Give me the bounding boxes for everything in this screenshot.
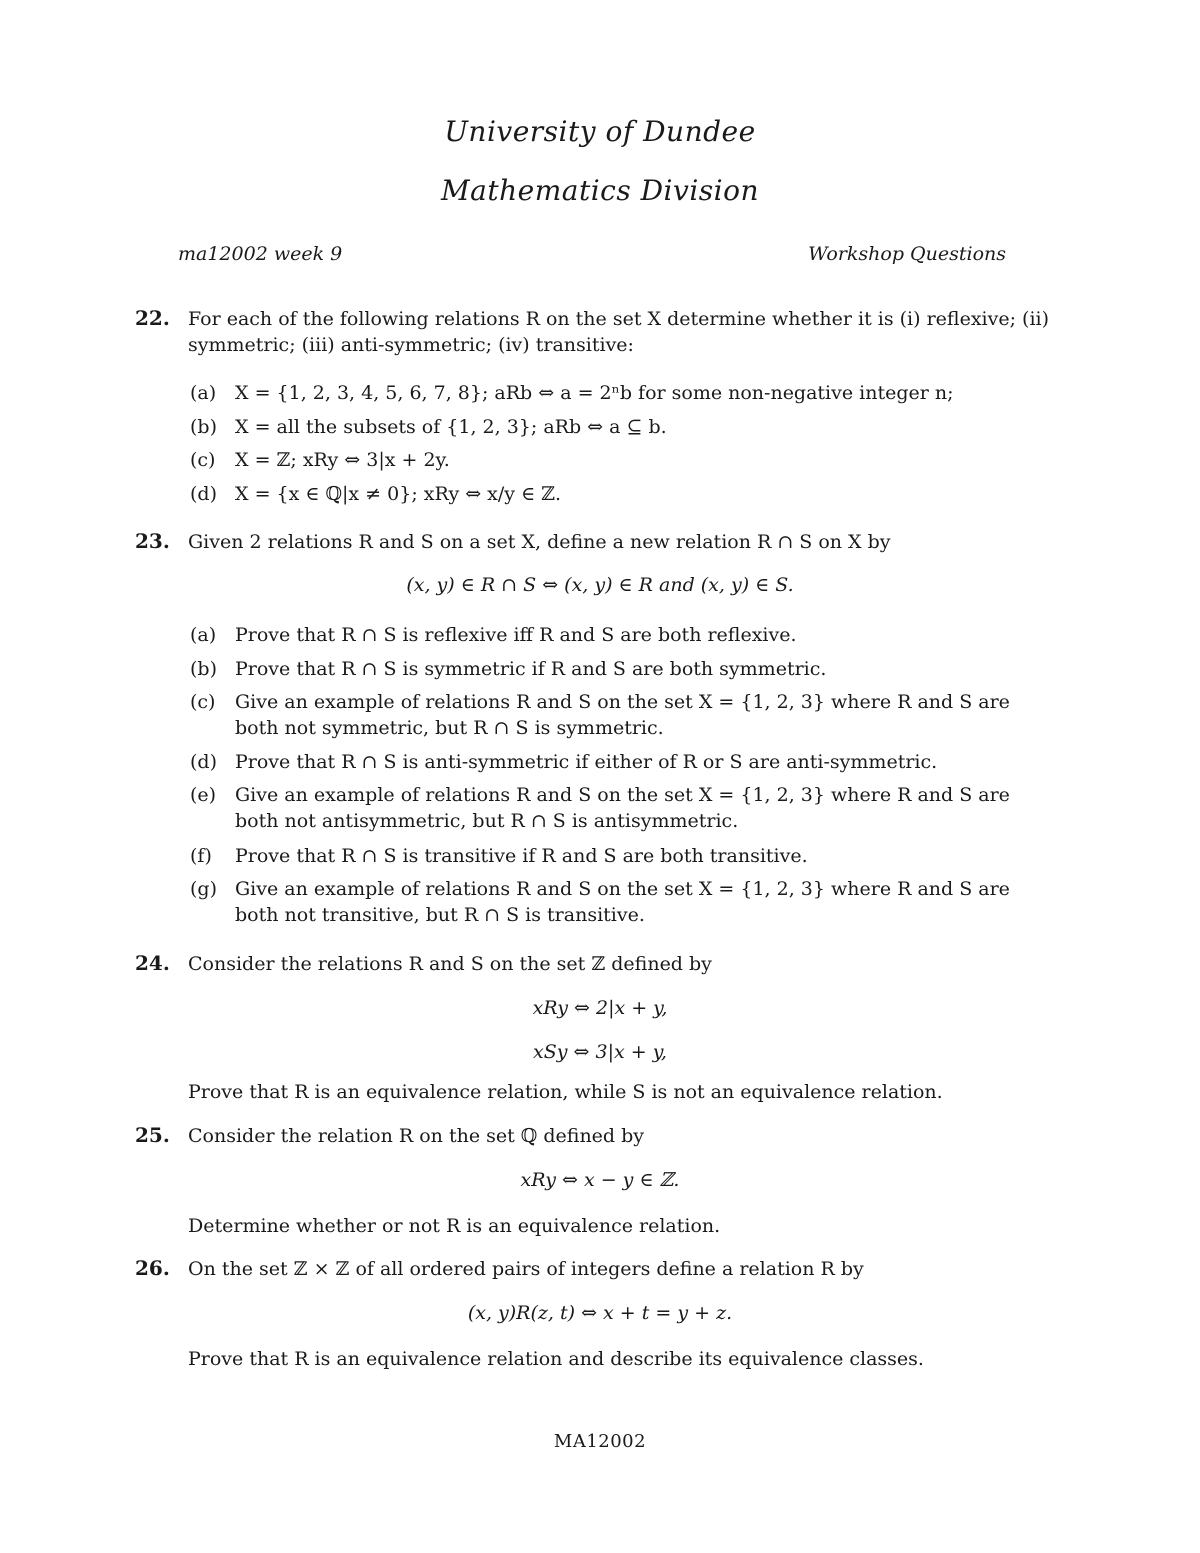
item-text: X = {1, 2, 3, 4, 5, 6, 7, 8}; aRb ⇔ a = 2ⁿb for some non-negative integer n;: [235, 382, 954, 404]
document-type-label: Workshop Questions: [808, 243, 1006, 265]
question-25-number: 25.: [135, 1123, 170, 1147]
item-label: (d): [190, 483, 217, 505]
question-25-display-equation: xRy ⇔ x − y ∈ ℤ.: [520, 1169, 680, 1191]
question-24-display-s: xSy ⇔ 3|x + y,: [533, 1041, 667, 1063]
division-title: Mathematics Division: [440, 174, 759, 207]
page-footer: MA12002: [553, 1431, 647, 1452]
item-text: Prove that R ∩ S is transitive if R and S are both transitive.: [235, 845, 808, 867]
question-25-conclusion: Determine whether or not R is an equivalence relation.: [188, 1215, 721, 1237]
item-text: Prove that R ∩ S is symmetric if R and S are both symmetric.: [235, 658, 827, 680]
item-label: (c): [190, 691, 216, 713]
course-week-label: ma12002 week 9: [178, 243, 343, 265]
question-26-display-equation: (x, y)R(z, t) ⇔ x + t = y + z.: [467, 1302, 733, 1324]
question-22-number: 22.: [135, 306, 170, 330]
question-23-number: 23.: [135, 529, 170, 553]
question-24-text: Consider the relations R and S on the set ℤ defined by: [188, 953, 712, 975]
question-23-display-equation: (x, y) ∈ R ∩ S ⇔ (x, y) ∈ R and (x, y) ∈ S.: [406, 574, 794, 596]
question-26-text: On the set ℤ × ℤ of all ordered pairs of integers define a relation R by: [188, 1258, 864, 1280]
item-text: Give an example of relations R and S on the set X = {1, 2, 3} where R and S are both not transitive, but R ∩ S is transitive.: [235, 878, 1010, 926]
question-24-display-r: xRy ⇔ 2|x + y,: [532, 997, 668, 1019]
item-label: (a): [190, 624, 217, 646]
question-25-text: Consider the relation R on the set ℚ defined by: [188, 1125, 645, 1147]
item-text: X = {x ∈ ℚ|x ≠ 0}; xRy ⇔ x/y ∈ ℤ.: [235, 483, 562, 505]
item-label: (e): [190, 784, 217, 806]
item-label: (b): [190, 658, 217, 680]
item-label: (c): [190, 449, 216, 471]
item-text: Prove that R ∩ S is reflexive iff R and S are both reflexive.: [235, 624, 797, 646]
item-label: (g): [190, 878, 217, 900]
item-text: Give an example of relations R and S on the set X = {1, 2, 3} where R and S are both not antisymmetric, but R ∩ S is antisymmetric.: [235, 784, 1010, 832]
item-text: X = all the subsets of {1, 2, 3}; aRb ⇔ a ⊆ b.: [235, 416, 667, 438]
item-label: (f): [190, 845, 212, 867]
item-text: X = ℤ; xRy ⇔ 3|x + 2y.: [235, 449, 450, 471]
item-label: (b): [190, 416, 217, 438]
question-26-number: 26.: [135, 1256, 170, 1280]
university-title: University of Dundee: [444, 115, 756, 148]
item-text: Prove that R ∩ S is anti-symmetric if either of R or S are anti-symmetric.: [235, 751, 938, 773]
item-label: (d): [190, 751, 217, 773]
question-24-conclusion: Prove that R is an equivalence relation, while S is not an equivalence relation.: [188, 1081, 943, 1103]
question-22-text: For each of the following relations R on the set X determine whether it is (i) reflexive; (ii) symmetric; (iii) anti-symmetric; (iv) transitive:: [188, 308, 1050, 356]
question-23-text: Given 2 relations R and S on a set X, define a new relation R ∩ S on X by: [188, 531, 891, 553]
item-label: (a): [190, 382, 217, 404]
question-26-conclusion: Prove that R is an equivalence relation and describe its equivalence classes.: [188, 1348, 924, 1370]
question-24-number: 24.: [135, 951, 170, 975]
item-text: Give an example of relations R and S on the set X = {1, 2, 3} where R and S are both not symmetric, but R ∩ S is symmetric.: [235, 691, 1010, 739]
